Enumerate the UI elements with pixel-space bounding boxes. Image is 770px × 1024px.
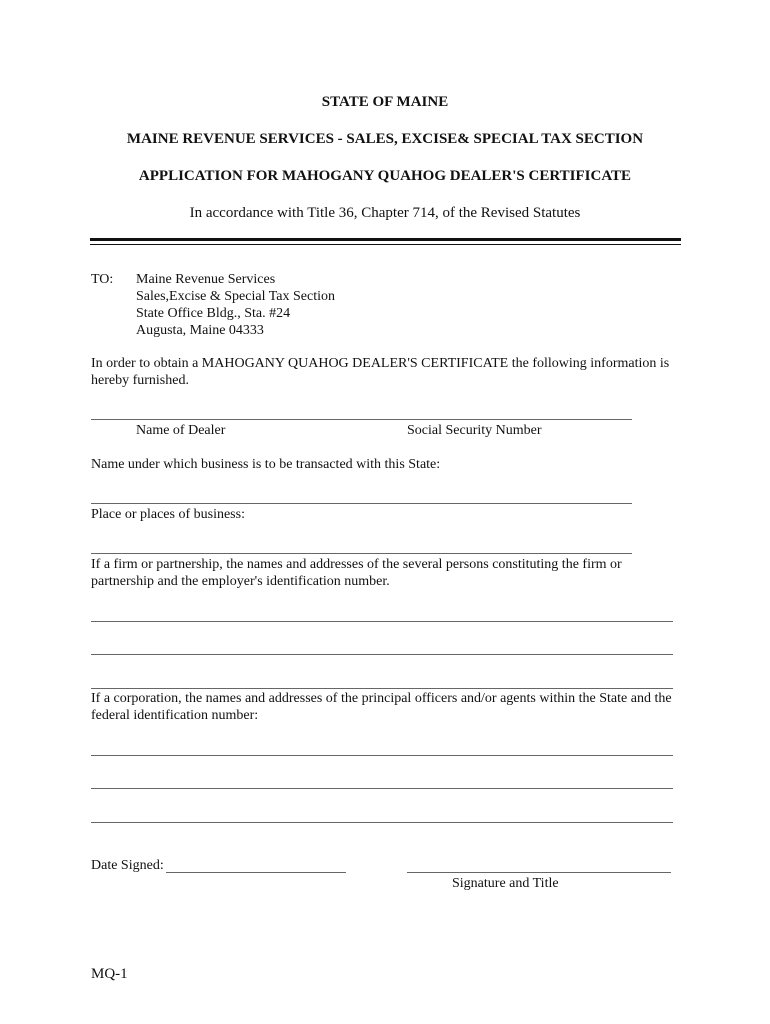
ssn-label: Social Security Number — [407, 423, 542, 438]
form-title: APPLICATION FOR MAHOGANY QUAHOG DEALER'S CERTIFICATE — [138, 168, 632, 184]
date-signed-label: Date Signed: — [91, 858, 164, 873]
statute-reference: In accordance with Title 36, Chapter 714, of the Revised Statutes — [189, 205, 581, 221]
firm-partnership-label: If a firm or partnership, the names and addresses of the several persons constituting the firm or partnership and the employer's identification number. — [91, 557, 622, 589]
header-divider-thick — [90, 238, 681, 241]
header-divider-thin — [90, 244, 681, 245]
signature-field[interactable] — [407, 872, 671, 873]
corporation-label: If a corporation, the names and addresses of the principal officers and/or agents within the State and the federal identification number: — [91, 691, 672, 723]
dealer-name-ssn-field[interactable] — [91, 419, 632, 420]
intro-paragraph: In order to obtain a MAHOGANY QUAHOG DEALER'S CERTIFICATE the following information is hereby furnished. — [91, 356, 670, 388]
firm-partnership-field-1[interactable] — [91, 621, 673, 622]
signature-label: Signature and Title — [452, 876, 559, 891]
dealer-name-label: Name of Dealer — [136, 423, 226, 438]
corporation-field-1[interactable] — [91, 755, 673, 756]
address-line-2: Sales,Excise & Special Tax Section — [136, 289, 335, 304]
agency-title: MAINE REVENUE SERVICES - SALES, EXCISE& SPECIAL TAX SECTION — [126, 131, 644, 147]
place-of-business-field[interactable] — [91, 553, 632, 554]
firm-partnership-field-3[interactable] — [91, 688, 673, 689]
mailing-address — [136, 271, 335, 339]
to-label: TO: — [91, 272, 114, 287]
address-line-3: State Office Bldg., Sta. #24 — [136, 306, 291, 321]
business-name-field[interactable] — [91, 503, 632, 504]
state-title: STATE OF MAINE — [321, 94, 449, 110]
address-line-1: Maine Revenue Services — [136, 272, 276, 287]
corporation-field-3[interactable] — [91, 822, 673, 823]
address-line-4: Augusta, Maine 04333 — [136, 323, 264, 338]
place-of-business-label: Place or places of business: — [91, 507, 245, 522]
date-signed-field[interactable] — [166, 872, 346, 873]
firm-partnership-field-2[interactable] — [91, 654, 673, 655]
corporation-field-2[interactable] — [91, 788, 673, 789]
business-name-label: Name under which business is to be transacted with this State: — [91, 457, 441, 472]
form-id: MQ-1 — [91, 966, 128, 982]
